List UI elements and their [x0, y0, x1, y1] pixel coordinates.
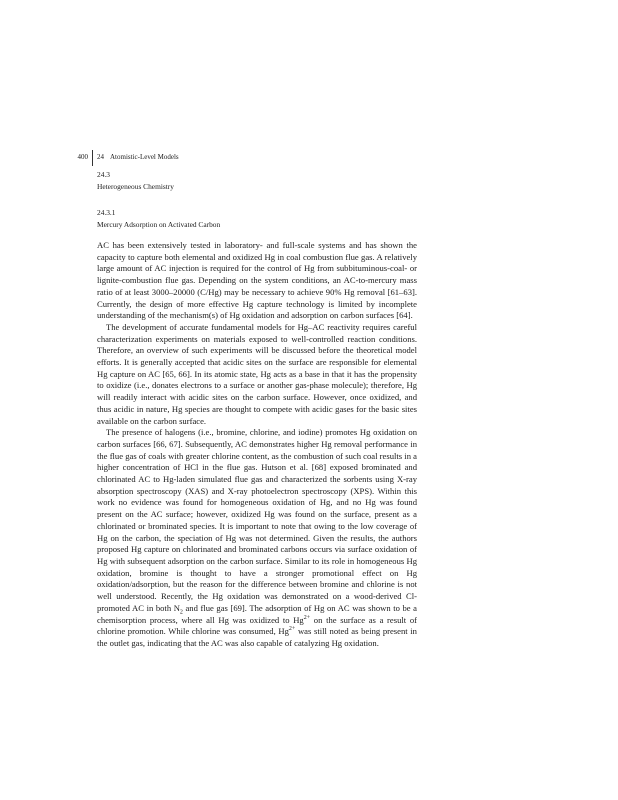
paragraph-2: The development of accurate fundamental models for Hg–AC reactivity requires careful characterization experiments on materials exposed to well-controlled reaction conditions. Therefore, an overview of such experiments will be discussed before the theoretical model efforts. It is generally accepted that acidic sites on the surface are responsible for elemental Hg capture on AC [65, 66]. In its atomic state, Hg acts as a base in that it has the propensity to oxidize (i.e., donates electrons to a surface or another gas-phase molecule); therefore, Hg will readily interact with acidic sites on the carbon surface. However, once oxidized, and thus acidic in nature, Hg species are thought to compete with acidic gases for the basic sites available on the carbon surface.: [97, 321, 417, 426]
running-header: [0, 150, 618, 166]
section-title: Heterogeneous Chemistry: [97, 182, 174, 191]
section-number: 24.3: [97, 170, 110, 179]
page-number: 400: [77, 153, 88, 161]
running-head: [97, 153, 179, 161]
paragraph-3: The presence of halogens (i.e., bromine, chlorine, and iodine) promotes Hg oxidation on carbon surfaces [66, 67]. Subsequently, AC demonstrates higher Hg removal performance in the flue gas of coals with greater chlorine content, as the combustion of such coal results in a higher concentration of HCl in the flue gas. Hutson et al. [68] exposed brominated and chlorinated AC to Hg-laden simulated flue gas and characterized the sorbents using X-ray absorption spectroscopy (XAS) and X-ray photoelectron spectroscopy (XPS). Within this work no evidence was found for homogeneous oxidation of Hg, and no Hg was found present on the AC surface; however, oxidized Hg was found on the surface, present as a chlorinated or brominated species. It is important to note that owing to the low coverage of Hg on the carbon, the speciation of Hg was not determined. Given the results, the authors proposed Hg capture on chlorinated and brominated carbons occurs via surface oxidation of Hg with subsequent adsorption on the carbon surface. Similar to its role in homogeneous Hg oxidation, bromine is thought to have a stronger promotional effect on Hg oxidation/adsorption, but the reason for the difference between bromine and chlorine is not well understood. Recently, the Hg oxidation was demonstrated on a wood-derived Cl-promoted AC in both $N_2$ and flue gas [69]. The adsorption of Hg on AC was shown to be a chemisorption process, where all Hg was oxidized to $Hg^{2+}$ on the surface as a result of chlorine promotion. While chlorine was consumed, $Hg^{2+}$ was still noted as being present in the outlet gas, indicating that the AC was also capable of catalyzing Hg oxidation.: [97, 427, 417, 648]
section-heading: [97, 169, 174, 193]
subsection-heading: [97, 207, 220, 231]
chapter-title: Atomistic-Level Models: [110, 153, 179, 161]
superscript: 2+: [303, 614, 311, 621]
paragraph-1: AC has been extensively tested in laboratory- and full-scale systems and has shown the capacity to capture both elemental and oxidized Hg in coal combustion flue gas. A relatively large amount of AC injection is required for the control of Hg from subbituminous-coal- or lignite-combustion flue gas. Depending on the system conditions, an AC-to-mercury mass ratio of at least 3000–20000 (C/Hg) may be necessary to achieve 90% Hg removal [61–63]. Currently, the design of more effective Hg capture technology is limited by incomplete understanding of the mechanism(s) of Hg oxidation and adsorption on carbon surfaces [64].: [97, 240, 417, 321]
chapter-number: 24: [97, 153, 104, 161]
subsection-title: Mercury Adsorption on Activated Carbon: [97, 220, 221, 229]
subsection-number: 24.3.1: [97, 208, 116, 217]
subscript: 2: [179, 609, 183, 616]
header-divider: [92, 150, 93, 166]
body-text: [97, 240, 417, 650]
superscript: 2+: [288, 626, 296, 633]
